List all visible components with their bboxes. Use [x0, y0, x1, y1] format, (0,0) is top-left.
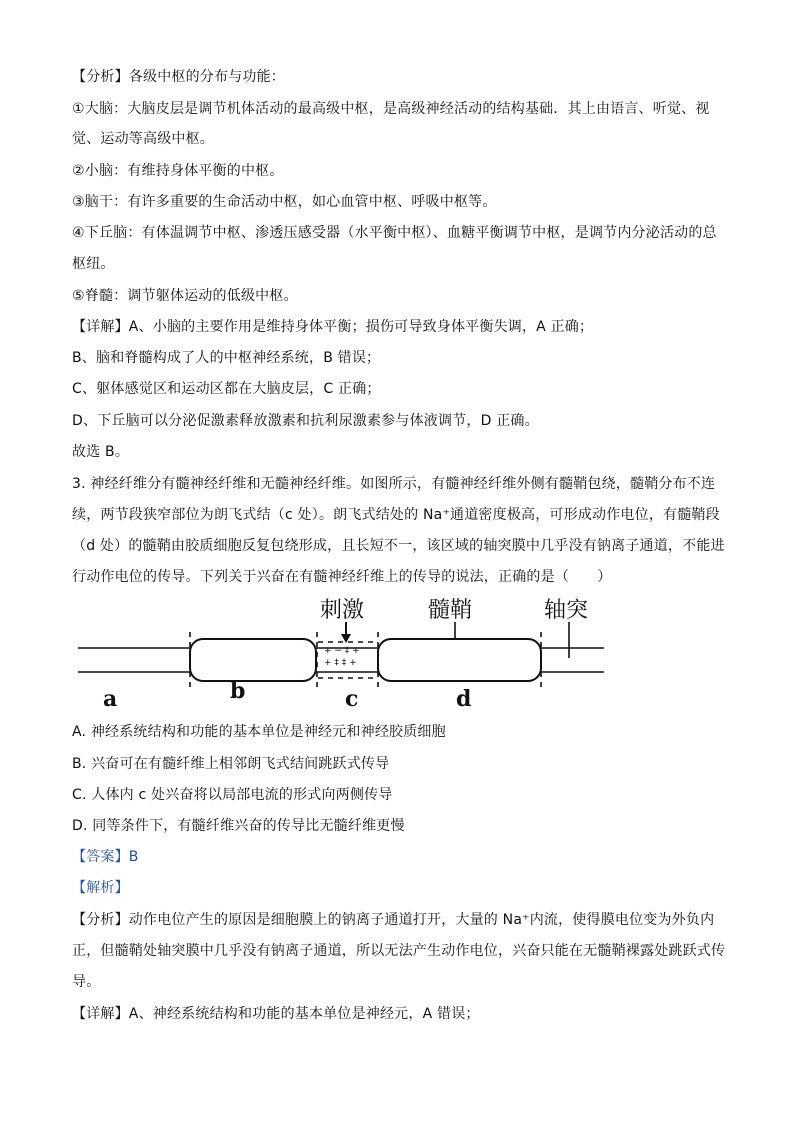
- label-axon: 轴突: [544, 598, 589, 623]
- text-line: 故选 B。: [72, 444, 130, 460]
- text-line: 枢纽。: [72, 256, 115, 272]
- myelin-segment-d: [378, 639, 541, 681]
- label-a: a: [103, 686, 118, 710]
- svg-text:+ − ‡ +: + − ‡ +: [324, 646, 360, 656]
- charge-marks: [324, 646, 360, 668]
- label-c: c: [345, 686, 359, 710]
- analysis-line: 正，但髓鞘处轴突膜中几乎没有钠离子通道，所以无法产生动作电位，兴奋只能在无髓鞘裸露处跳跃式传: [72, 943, 726, 959]
- label-stimulus: 刺激: [320, 598, 365, 623]
- label-myelin: 髓鞘: [428, 598, 473, 623]
- option-a: A. 神经系统结构和功能的基本单位是神经元和神经胶质细胞: [72, 724, 446, 740]
- text-line: ①大脑：大脑皮层是调节机体活动的最高级中枢，是高级神经活动的结构基础．其上由语言、听觉、视: [72, 101, 710, 117]
- question-3-text: 续，两节段狭窄部位为朗飞式结（c 处）。朗飞式结处的 Na⁺通道密度极高，可形成动作电位，有髓鞘段: [72, 507, 720, 523]
- question-3-text: （d 处）的髓鞘由胶质细胞反复包绕形成，且长短不一，该区域的轴突膜中几乎没有钠离子通道，不能进: [72, 538, 725, 554]
- option-d: D. 同等条件下，有髓纤维兴奋的传导比无髓纤维更慢: [72, 818, 405, 834]
- text-line: C、躯体感觉区和运动区都在大脑皮层，C 正确；: [72, 381, 381, 397]
- analysis-heading: 【解析】: [72, 880, 129, 896]
- text-line: ⑤脊髓：调节躯体运动的低级中枢。: [72, 288, 298, 304]
- nerve-fiber-diagram: [72, 592, 612, 710]
- question-3-text: 行动作电位的传导。下列关于兴奋在有髓神经纤维上的传导的说法，正确的是（ ）: [72, 569, 612, 585]
- option-c: C. 人体内 c 处兴奋将以局部电流的形式向两侧传导: [72, 787, 393, 803]
- text-line: ③脑干：有许多重要的生命活动中枢，如心血管中枢、呼吸中枢等。: [72, 194, 497, 210]
- question-3-text: 3. 神经纤维分有髓神经纤维和无髓神经纤维。如图所示，有髓神经纤维外侧有髓鞘包绕，髓鞘分布不连: [72, 476, 716, 492]
- analysis-line: 导。: [72, 974, 101, 990]
- label-d: d: [456, 686, 472, 710]
- text-line: ④下丘脑：有体温调节中枢、渗透压感受器（水平衡中枢）、血糖平衡调节中枢，是调节内分泌活动的总: [72, 225, 717, 241]
- text-line: D、下丘脑可以分泌促激素释放激素和抗利尿激素参与体液调节，D 正确。: [72, 413, 539, 429]
- text-line: 觉、运动等高级中枢。: [72, 131, 214, 147]
- analysis-line: 【详解】A、神经系统结构和功能的基本单位是神经元，A 错误；: [72, 1006, 480, 1022]
- text-line: 【详解】A、小脑的主要作用是维持身体平衡；损伤可导致身体平衡失调，A 正确；: [72, 319, 594, 335]
- label-b: b: [230, 678, 246, 704]
- analysis-line: 【分析】动作电位产生的原因是细胞膜上的钠离子通道打开，大量的 Na⁺内流，使得膜电位变为外负内: [72, 912, 715, 928]
- svg-text:+ ‡ ‡ +: + ‡ ‡ +: [324, 658, 357, 668]
- option-b: B. 兴奋可在有髓纤维上相邻朗飞式结间跳跃式传导: [72, 756, 390, 772]
- answer-label: 【答案】B: [72, 849, 139, 865]
- myelin-segment-b: [190, 639, 316, 681]
- text-line: 【分析】各级中枢的分布与功能：: [72, 69, 285, 85]
- text-line: ②小脑：有维持身体平衡的中枢。: [72, 163, 284, 179]
- text-line: B、脑和脊髓构成了人的中枢神经系统，B 错误；: [72, 350, 381, 366]
